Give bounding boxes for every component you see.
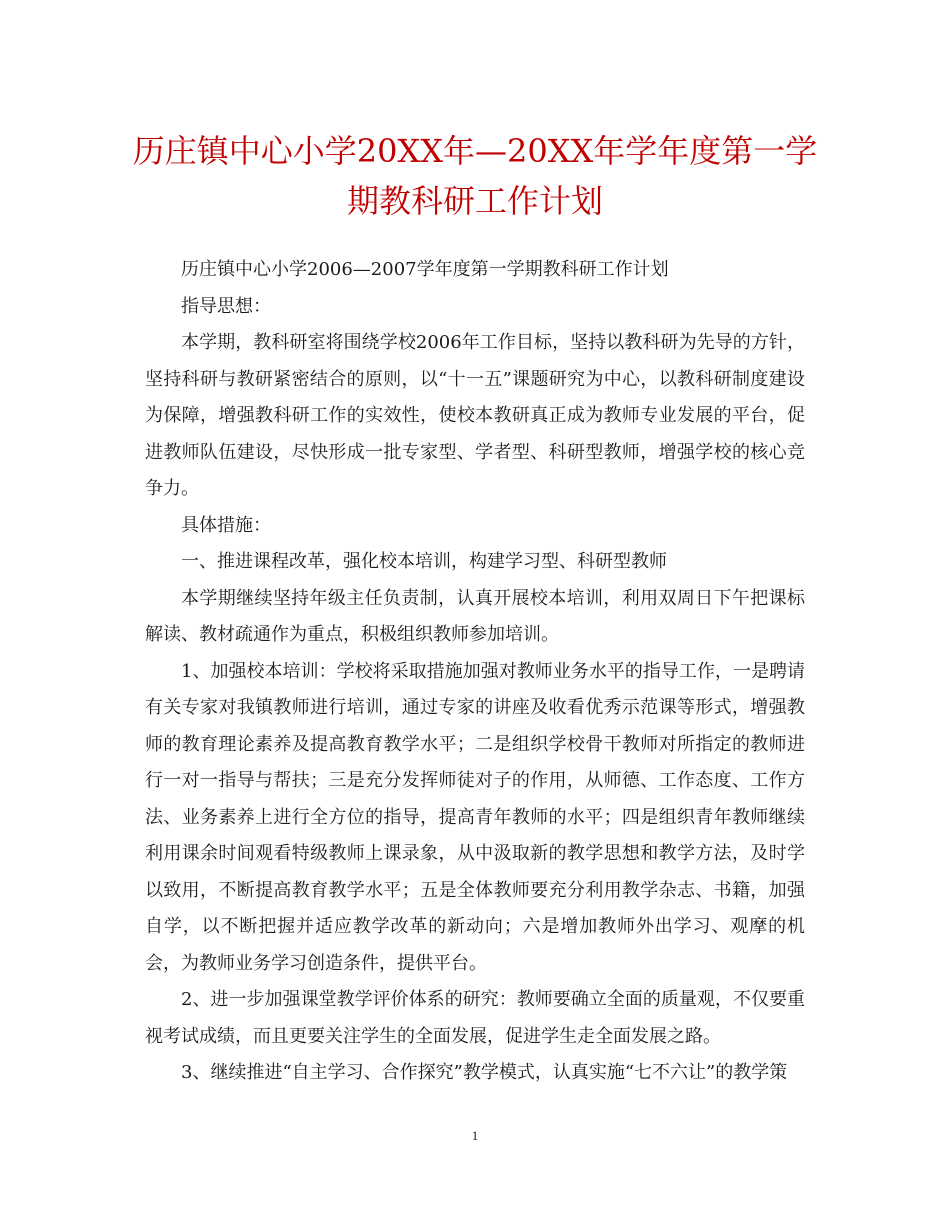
paragraph-item-3: 3、继续推进“自主学习、合作探究”教学模式，认真实施“七不六让”的教学策 — [181, 1062, 788, 1083]
page-number: 1 — [471, 1128, 479, 1143]
paragraph-heading-line: 历庄镇中心小学2006—2007学年度第一学期教科研工作计划 — [181, 259, 669, 280]
paragraph-section-one-intro: 本学期继续坚持年级主任负责制，认真开展校本培训，利用双周日下午把课标解读、教材疏通作为重点，积极组织教师参加培训。 — [145, 587, 805, 645]
document-title: 历庄镇中心小学20XX年—20XX年学年度第一学期教科研工作计划 — [132, 132, 818, 220]
paragraph-guiding-label: 指导思想： — [181, 295, 271, 317]
document-body — [145, 252, 805, 1092]
paragraph-item-2: 2、进一步加强课堂教学评价体系的研究：教师要确立全面的质量观，不仅要重视考试成绩，而且更要关注学生的全面发展，促进学生走全面发展之路。 — [145, 989, 805, 1047]
paragraph-measures-label: 具体措施： — [181, 514, 271, 536]
paragraph-item-1: 1、加强校本培训：学校将采取措施加强对教师业务水平的指导工作，一是聘请有关专家对我镇教师进行培训，通过专家的讲座及收看优秀示范课等形式，增强教师的教育理论素养及提高教育教学水平；二是组织学校骨干教师对所指定的教师进行一对一指导与帮扶；三是充分发挥师徒对子的作用，从师德、工作态度、工作方法、业务素养上进行全方位的指导，提高青年教师的水平；四是组织青年教师继续利用课余时间观看特级教师上课录象，从中汲取新的教学思想和教学方法，及时学以致用，不断提高教育教学水平；五是全体教师要充分利用教学杂志、书籍，加强自学，以不断把握并适应教学改革的新动向；六是增加教师外出学习、观摩的机会，为教师业务学习创造条件，提供平台。 — [145, 660, 805, 974]
paragraph-section-one: 一、推进课程改革，强化校本培训，构建学习型、科研型教师 — [181, 551, 667, 572]
paragraph-guiding-thought: 本学期，教科研室将围绕学校2006年工作目标，坚持以教科研为先导的方针，坚持科研与教研紧密结合的原则，以“十一五”课题研究为中心，以教科研制度建设为保障，增强教科研工作的实效性，使校本教研真正成为教师专业发展的平台，促进教师队伍建设，尽快形成一批专家型、学者型、科研型教师，增强学校的核心竞争力。 — [145, 332, 805, 499]
